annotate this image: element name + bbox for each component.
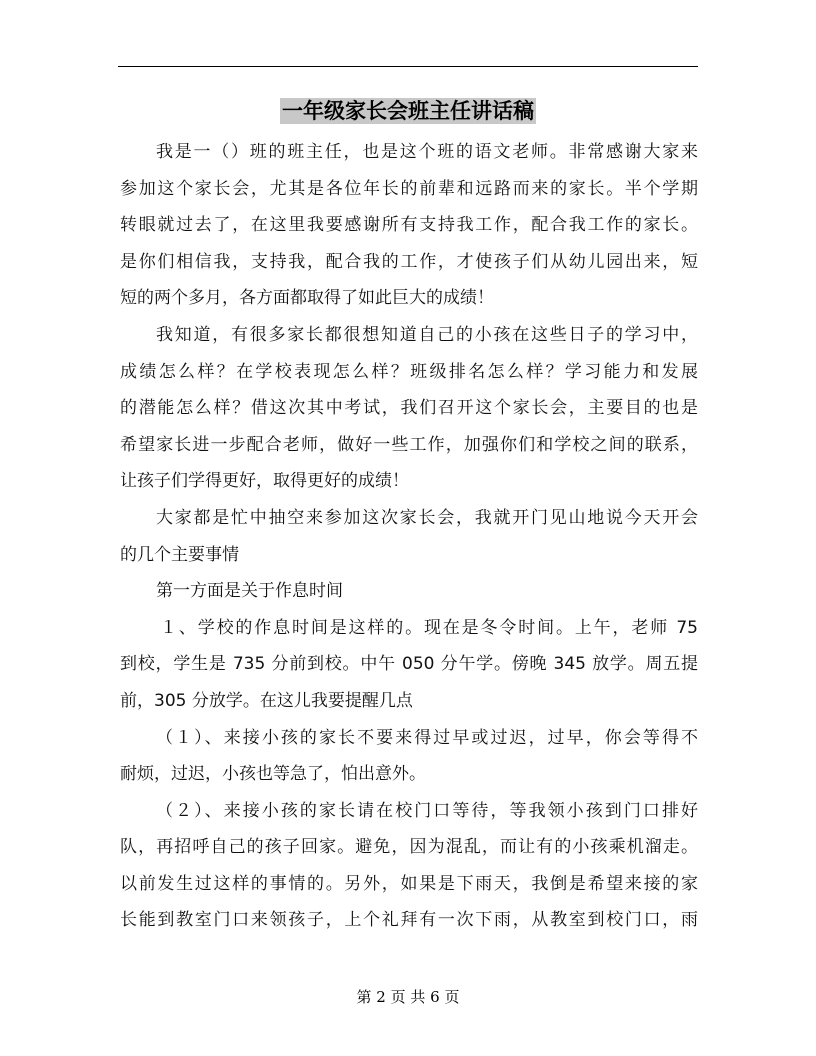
body-line: １、学校的作息时间是这样的。现在是冬令时间。上午，老师 75 xyxy=(160,617,698,638)
body-line: 到校，学生是 735 分前到校。中午 050 分午学。傍晚 345 放学。周五提 xyxy=(120,654,698,675)
body-line: 成绩怎么样？在学校表现怎么样？班级排名怎么样？学习能力和发展 xyxy=(120,361,698,382)
body-line: 让孩子们学得更好，取得更好的成绩！ xyxy=(120,471,409,492)
body-line: 以前发生过这样的事情的。另外，如果是下雨天，我倒是希望来接的家 xyxy=(120,873,698,894)
document-title: 一年级家长会班主任讲话稿 xyxy=(282,98,534,123)
body-line: 大家都是忙中抽空来参加这次家长会，我就开门见山地说今天开会 xyxy=(156,507,698,528)
title-block xyxy=(0,98,816,124)
body-line: （１）、来接小孩的家长不要来得过早或过迟，过早，你会等得不 xyxy=(156,727,698,748)
body-line: 前，305 分放学。在这儿我要提醒几点 xyxy=(120,690,413,711)
section-heading: 第一方面是关于作息时间 xyxy=(156,581,343,602)
body-line: 的潜能怎么样？借这次其中考试，我们召开这个家长会，主要目的也是 xyxy=(120,398,698,419)
header-rule xyxy=(118,66,698,67)
document-body xyxy=(120,134,698,939)
body-line: （２）、来接小孩的家长请在校门口等待，等我领小孩到门口排好 xyxy=(156,800,698,821)
body-line: 我是一（）班的班主任，也是这个班的语文老师。非常感谢大家来 xyxy=(156,142,698,162)
body-line: 希望家长进一步配合老师，做好一些工作，加强你们和学校之间的联系， xyxy=(120,434,698,455)
body-line: 转眼就过去了，在这里我要感谢所有支持我工作，配合我工作的家长。 xyxy=(120,215,698,236)
page-number: 第 2 页 共 6 页 xyxy=(356,988,460,1006)
body-line: 短的两个多月，各方面都取得了如此巨大的成绩！ xyxy=(120,288,494,309)
body-line: 我知道，有很多家长都很想知道自己的小孩在这些日子的学习中， xyxy=(156,324,698,345)
body-line: 是你们相信我，支持我，配合我的工作，才使孩子们从幼儿园出来，短 xyxy=(120,251,698,272)
body-line: 队，再招呼自己的孩子回家。避免，因为混乱，而让有的小孩乘机溜走。 xyxy=(120,837,698,858)
body-line: 参加这个家长会，尤其是各位年长的前辈和远路而来的家长。半个学期 xyxy=(120,178,698,199)
body-line: 耐烦，过迟，小孩也等急了，怕出意外。 xyxy=(120,764,426,785)
body-line: 的几个主要事情 xyxy=(120,544,239,565)
body-line: 长能到教室门口来领孩子，上个礼拜有一次下雨，从教室到校门口，雨 xyxy=(120,910,698,931)
